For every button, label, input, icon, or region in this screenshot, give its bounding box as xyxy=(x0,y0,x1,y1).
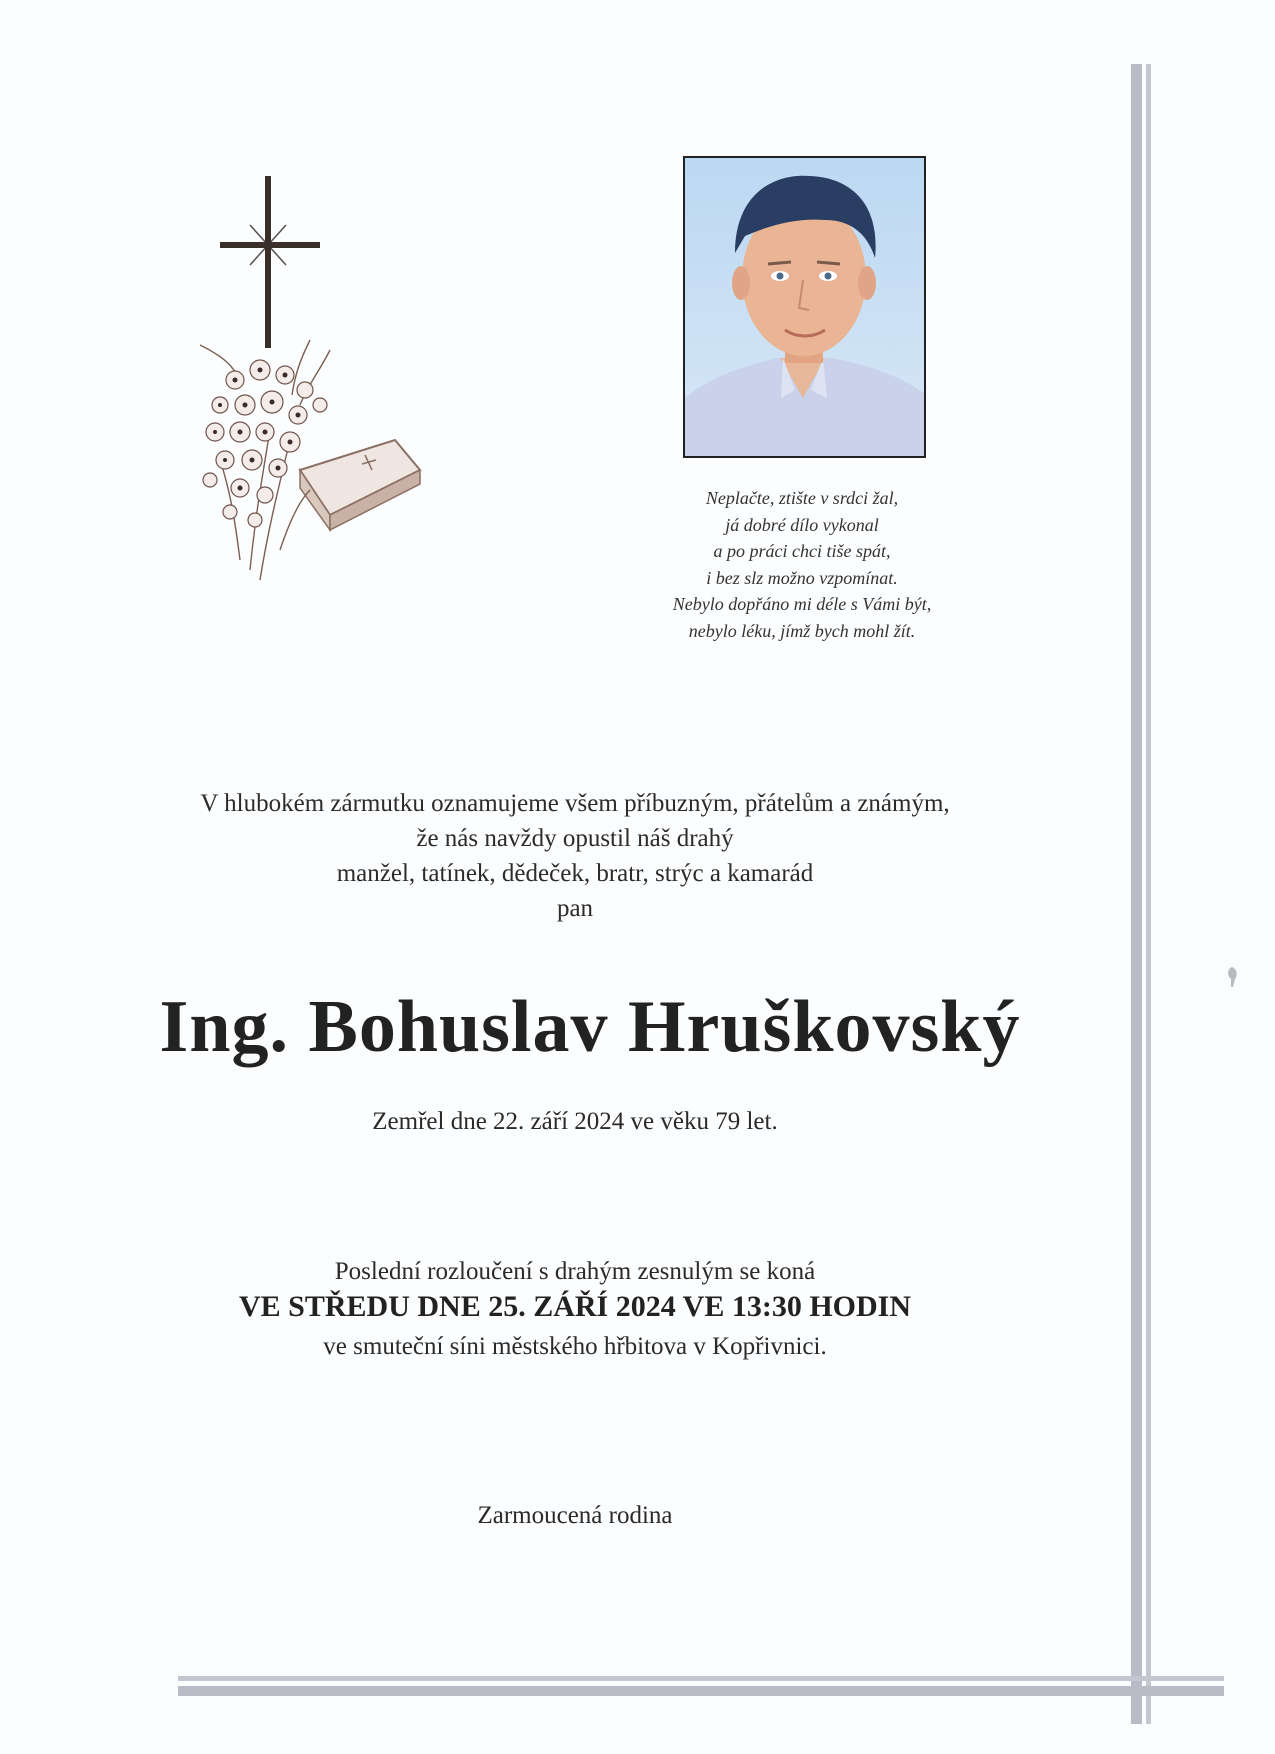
portrait-photo xyxy=(683,156,926,458)
poem-line: i bez slz možno vzpomínat. xyxy=(706,567,898,588)
portrait-image xyxy=(685,158,924,456)
cross-icon xyxy=(220,176,320,348)
scan-speck xyxy=(1225,966,1239,988)
book-icon xyxy=(300,440,420,530)
death-info: Zemřel dne 22. září 2024 ve věku 79 let. xyxy=(372,1108,778,1135)
funeral-intro: Poslední rozloučení s drahým zesnulým se koná xyxy=(334,1258,816,1285)
announcement xyxy=(100,786,1050,926)
poem-line: nebylo léku, jímž bych mohl žít. xyxy=(688,620,916,641)
bottom-border-lines xyxy=(178,1676,1224,1698)
funeral-place: ve smuteční síni městského hřbitova v Kopřivnici. xyxy=(323,1333,827,1360)
deceased-name: Ing. Bohuslav Hruškovský xyxy=(159,986,1021,1068)
poem-line: já dobré dílo vykonal xyxy=(725,514,879,535)
flowers xyxy=(203,360,327,527)
announcement-line: pan xyxy=(556,895,594,922)
family-signature: Zarmoucená rodina xyxy=(477,1502,673,1529)
announcement-line: manžel, tatínek, dědeček, bratr, strýc a kamarád xyxy=(336,860,814,887)
poem-line: Neplačte, ztište v srdci žal, xyxy=(705,488,899,508)
announcement-line: V hlubokém zármutku oznamujeme všem příbuzným, přátelům a známým, xyxy=(200,790,950,817)
poem xyxy=(560,485,1044,644)
poem-line: a po práci chci tiše spát, xyxy=(713,541,891,561)
right-border-lines xyxy=(1131,64,1154,1724)
poem-line: Nebylo dopřáno mi déle s Vámi být, xyxy=(672,594,932,614)
announcement-line: že nás navždy opustil náš drahý xyxy=(416,825,734,852)
memorial-ornament xyxy=(180,170,440,590)
funeral-date-time: VE STŘEDU DNE 25. ZÁŘÍ 2024 VE 13:30 HODIN xyxy=(238,1290,912,1323)
